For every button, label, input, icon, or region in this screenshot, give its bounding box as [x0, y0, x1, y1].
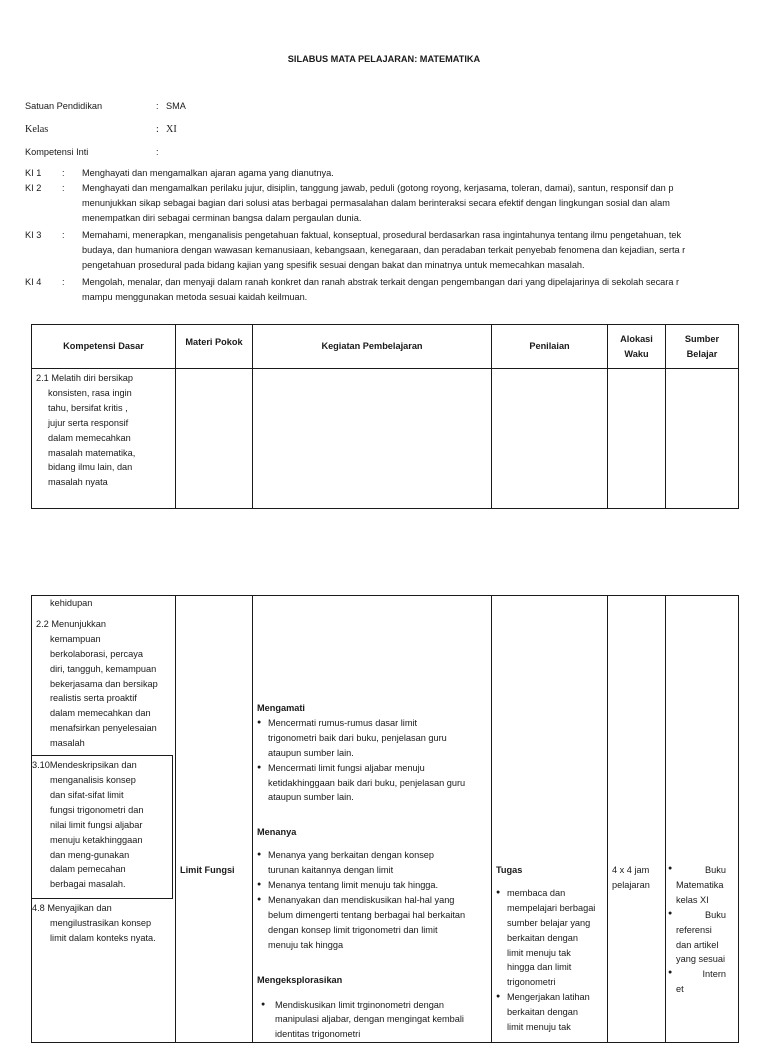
kd-line: dalam memecahkan dan [50, 708, 151, 719]
ki-line: menempatkan diri sebagai cerminan bangsa dalam pergaulan dunia. [82, 212, 362, 223]
kd-line: berbagai masalah. [50, 879, 126, 890]
meta-kelas [25, 122, 177, 139]
kd-line: limit dalam konteks nyata. [50, 933, 156, 944]
menanya-heading: Menanya [257, 827, 297, 838]
header-alokasi-waktu [608, 325, 666, 369]
meta-colon: : [156, 101, 159, 111]
item-line: dan artikel [676, 939, 719, 950]
kd-line: fungsi trigonometri dan [50, 804, 144, 815]
ki-code: KI 2 [25, 183, 42, 193]
meta-label: Kompetensi Inti [25, 147, 89, 157]
item-line: identitas trigonometri [275, 1029, 361, 1040]
ki-2 [25, 181, 768, 226]
kd-line: 2.1 Melatih diri bersikap [36, 373, 134, 383]
kd-3-10 [32, 755, 173, 899]
kd-line: masalah [50, 738, 85, 749]
kd-line: bekerjasama dan bersikap [50, 678, 158, 689]
kd-line: menganalisis konsep [50, 774, 136, 785]
item-line: limit menuju tak [507, 947, 571, 958]
sumber-empty-cell [666, 369, 739, 509]
kd-line: kemampuan [50, 633, 101, 644]
meta-kompetensi-inti [25, 145, 166, 160]
item-line: trigonometri [507, 977, 556, 988]
header-sumber-belajar [666, 325, 739, 369]
item-line: yang sesuai [676, 954, 726, 965]
item-line: ● Menanya tentang limit menuju tak hingga. [268, 880, 439, 891]
item-line: ● Menanya yang berkaitan dengan konsep [268, 850, 435, 861]
eksplorasi-heading: Mengeksplorasikan [257, 974, 343, 985]
item-line: trigonometri baik dari buku, penjelasan guru [268, 732, 447, 743]
kd-line: dalam memecahkan [48, 432, 131, 443]
meta-colon: : [156, 124, 159, 135]
kegiatan-empty-cell [253, 369, 492, 509]
header-materi-pokok: Materi Pokok [176, 325, 253, 369]
kd-line: diri, tangguh, kemampuan [50, 663, 157, 674]
item-line: ● Mengerjakan latihan [507, 992, 590, 1003]
kd-line: realistis serta proaktif [50, 693, 137, 704]
ki-line: mampu menggunakan metoda sesuai kaidah keilmuan. [82, 291, 308, 302]
ki-colon: : [62, 277, 65, 287]
header-alokasi-line: Alokasi [620, 333, 653, 344]
meta-label: Satuan Pendidikan [25, 101, 103, 111]
ki-line: Mengolah, menalar, dan menyaji dalam ranah konkret dan ranah abstrak terkait dengan pengembangan dari yang dipelajarinya di sekolah secara r [82, 277, 680, 287]
materi-empty-cell [176, 369, 253, 509]
syllabus-table-2 [31, 595, 739, 1043]
ki-1 [25, 166, 768, 181]
item-line: limit menuju tak [507, 1022, 571, 1033]
materi-cell [176, 596, 253, 1043]
tugas-list [496, 886, 603, 1035]
header-kompetensi-dasar: Kompetensi Dasar [32, 325, 176, 369]
kd-line: dan sifat-sifat limit [50, 789, 124, 800]
alokasi-line: 4 x 4 jam [612, 865, 650, 875]
alokasi-empty-cell [608, 369, 666, 509]
syllabus-table-1 [31, 324, 739, 509]
item-line: Buku [705, 865, 726, 875]
mengamati-item [257, 716, 487, 761]
menanya-item [257, 893, 487, 953]
item-line: ketidakhinggaan baik dari buku, penjelasan guru [268, 777, 466, 788]
kd-line: bidang ilmu lain, dan [48, 462, 133, 473]
kd-line: konsisten, rasa ingin [48, 387, 132, 398]
tugas-item [496, 990, 603, 1035]
ki-line: budaya, dan humaniora dengan wawasan kemanusiaan, kebangsaan, kenegaraan, dan peradaban terkait penyebab fenomena dan kejadian, serta r [82, 244, 686, 255]
tugas-heading: Tugas [496, 865, 523, 875]
kd-line: 4.8 Menyajikan dan [32, 903, 112, 914]
item-line: ● Mendiskusikan limit trginonometri dengan [275, 999, 445, 1010]
item-line: belum dimengerti tentang berbagai hal berkaitan [268, 909, 466, 920]
item-line: menuju tak hingga [268, 939, 344, 950]
mengamati-item [257, 761, 487, 806]
meta-label: Kelas [25, 124, 49, 135]
kd-line: masalah matematika, [48, 447, 136, 458]
meta-colon: : [156, 147, 159, 157]
item-line: Buku [705, 909, 726, 920]
item-line: ● Mencermati limit fungsi aljabar menuju [268, 762, 425, 773]
tugas-item [496, 886, 603, 990]
sumber-item [668, 863, 734, 908]
kd-line: menafsirkan penyelesaian [50, 723, 157, 734]
header-kegiatan-pembelajaran: Kegiatan Pembelajaran [253, 325, 492, 369]
item-line: berkaitan dengan [507, 932, 579, 943]
sumber-item [668, 967, 734, 997]
sumber-item [668, 908, 734, 968]
kd-continuation: kehidupan [50, 598, 93, 608]
ki-4 [25, 275, 768, 305]
header-penilaian: Penilaian [492, 325, 608, 369]
ki-code: KI 1 [25, 168, 42, 178]
meta-value: SMA [166, 101, 186, 111]
ki-line: Menghayati dan mengamalkan perilaku jujur, disiplin, tanggung jawab, peduli (gotong royong, kerjasama, toleran, damai), santun, responsif dan p [82, 183, 674, 193]
item-line: dengan konsep limit trigonometri dan limit [268, 924, 438, 935]
header-sumber-line: Belajar [686, 348, 718, 359]
kd-line: tahu, bersifat kritis , [48, 402, 128, 413]
menanya-item [257, 878, 487, 893]
ki-3 [25, 228, 768, 273]
item-line: ● Mencermati rumus-rumus dasar limit [268, 717, 418, 728]
kegiatan-cell [253, 596, 492, 1043]
eksplorasi-item [261, 998, 487, 1043]
ki-line: menunjukkan sikap sebagai bagian dari solusi atas berbagai permasalahan dalam berinteraksi secara efektif dengan lingkungan sosial dan alam [82, 197, 670, 208]
kd-line: 2.2 Menunjukkan [36, 618, 106, 629]
mengamati-list [257, 716, 487, 805]
item-line: hingga dan limit [507, 962, 572, 973]
item-line: ataupun sumber lain. [268, 792, 354, 803]
eksplorasi-list [257, 998, 487, 1043]
item-line: turunan kaitannya dengan limit [268, 865, 394, 876]
item-line: mempelajari berbagai [507, 902, 596, 913]
kd-2-2 [32, 613, 175, 755]
item-line: ● Menanyakan dan mendiskusikan hal-hal yang [268, 894, 455, 905]
item-line: berkaitan dengan [507, 1007, 579, 1018]
sumber-cell [666, 596, 739, 1043]
item-line: Matematika [676, 879, 724, 890]
item-line: kelas XI [676, 894, 709, 905]
ki-line: Memahami, menerapkan, menganalisis pengetahuan faktual, konseptual, prosedural berdasarkan rasa ingintahunya tentang ilmu pengetahuan, tek [82, 230, 682, 240]
kd-column-cell [32, 596, 176, 1043]
menanya-item [257, 848, 487, 878]
item-line: referensi [676, 924, 712, 935]
ki-line: Menghayati dan mengamalkan ajaran agama yang dianutnya. [82, 168, 334, 178]
item-line: manipulasi aljabar, dengan mengingat kembali [275, 1014, 464, 1025]
item-line: sumber belajar yang [507, 917, 591, 928]
kd-line: jujur serta responsif [48, 417, 129, 428]
meta-value: XI [166, 124, 177, 135]
kd-line: mengilustrasikan konsep [50, 918, 152, 929]
bullet-icon: ● [668, 865, 673, 872]
kd-line: nilai limit fungsi aljabar [50, 819, 143, 830]
mengamati-heading: Mengamati [257, 703, 305, 713]
item-line: et [676, 984, 684, 995]
alokasi-line: pelajaran [612, 879, 650, 890]
kd-line: dalam pemecahan [50, 864, 126, 875]
alokasi-cell [608, 596, 666, 1043]
kd-line: masalah nyata [48, 477, 108, 488]
ki-line: pengetahuan prosedural pada bidang kajian yang spesifik sesuai dengan bakat dan minatnya untuk memecahkan masalah. [82, 259, 585, 270]
item-line: ● membaca dan [507, 887, 566, 898]
kd-line: 3.10Mendeskripsikan dan [32, 760, 137, 771]
item-line: Intern [702, 969, 726, 980]
kd-2-1-cell [32, 369, 176, 509]
meta-satuan-pendidikan [25, 99, 186, 114]
ki-code: KI 4 [25, 277, 42, 287]
ki-colon: : [62, 230, 65, 240]
header-sumber-line: Sumber [684, 333, 720, 344]
bullet-icon: ● [668, 969, 673, 977]
header-alokasi-line: Waku [624, 348, 649, 359]
penilaian-cell [492, 596, 608, 1043]
kd-line: dan meng-gunakan [50, 849, 130, 860]
kd-4-8 [32, 899, 175, 946]
page-title: SILABUS MATA PELAJARAN: MATEMATIKA [287, 54, 481, 64]
kd-line: berkolaborasi, percaya [50, 648, 143, 659]
item-line: ataupun sumber lain. [268, 747, 354, 758]
menanya-list [257, 848, 487, 952]
kd-line: menuju ketakhinggaan [50, 834, 143, 845]
bullet-icon: ● [668, 909, 673, 917]
ki-code: KI 3 [25, 230, 42, 240]
ki-colon: : [62, 183, 65, 193]
penilaian-empty-cell [492, 369, 608, 509]
materi-pokok-value: Limit Fungsi [180, 865, 235, 875]
ki-colon: : [62, 168, 65, 178]
